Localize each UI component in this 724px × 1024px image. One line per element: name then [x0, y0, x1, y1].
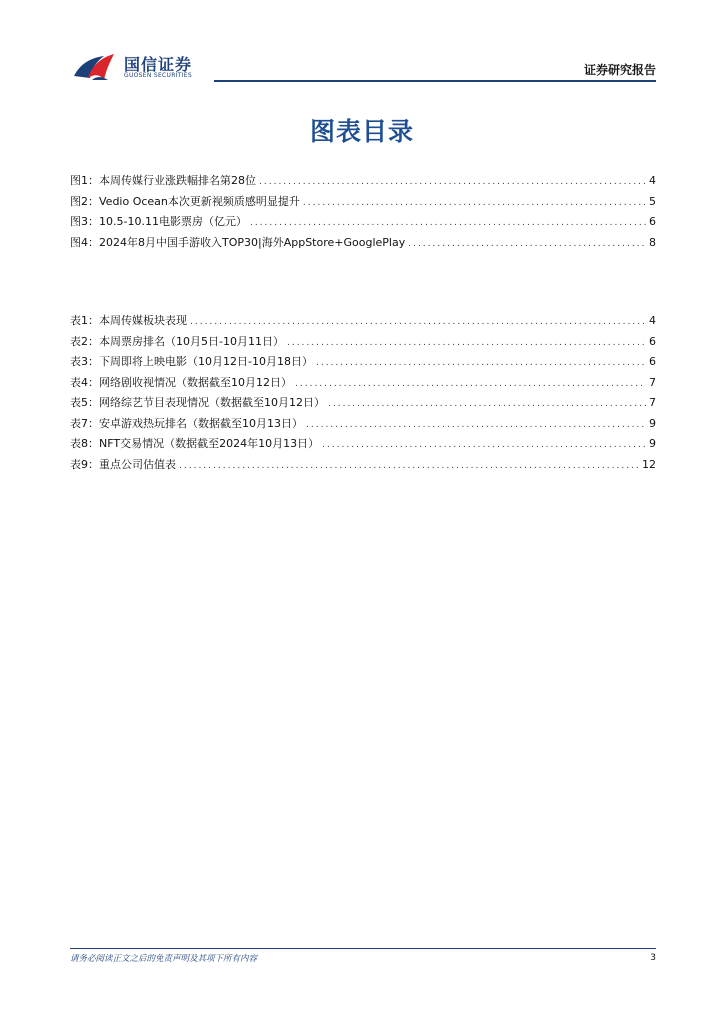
toc-entry-title: Vedio Ocean本次更新视频质感明显提升	[99, 194, 300, 208]
table-list	[70, 311, 656, 475]
toc-entry-title: 本周传媒板块表现	[99, 314, 187, 327]
toc-dot-leader	[322, 435, 646, 456]
toc-entry-label: 表3：	[70, 355, 99, 368]
toc-entry-page: 6	[649, 355, 656, 368]
toc-dot-leader	[328, 394, 646, 415]
toc-dot-leader	[303, 193, 646, 214]
toc-entry-page: 12	[642, 457, 656, 471]
page-number: 3	[650, 953, 656, 963]
page-header	[0, 0, 724, 90]
footer-divider	[70, 948, 656, 949]
toc-entry-table-2[interactable]	[70, 332, 656, 353]
toc-entry-label: 表9：	[70, 457, 99, 471]
toc-entry-title: 10.5-10.11电影票房（亿元）	[99, 215, 247, 228]
logo-english-name: GUOSEN SECURITIES	[124, 72, 193, 79]
toc-entry-label: 表7：	[70, 416, 99, 430]
toc-entry-page: 8	[649, 235, 656, 249]
toc-dot-leader	[295, 374, 646, 395]
toc-entry-table-7[interactable]	[70, 414, 656, 435]
toc-entry-figure-1[interactable]	[70, 171, 656, 192]
toc-dot-leader	[287, 333, 646, 354]
toc-entry-title: NFT交易情况（数据截至2024年10月13日）	[99, 437, 320, 450]
toc-entry-table-5[interactable]	[70, 393, 656, 414]
toc-entry-label: 图1：	[70, 174, 99, 187]
toc-dot-leader	[408, 234, 646, 255]
toc-entry-table-8[interactable]	[70, 434, 656, 455]
toc-entry-table-4[interactable]	[70, 373, 656, 394]
toc-entry-title: 下周即将上映电影（10月12日-10月18日）	[99, 355, 313, 368]
toc-entry-figure-2[interactable]	[70, 192, 656, 213]
report-type-label: 证券研究报告	[583, 63, 656, 77]
toc-entry-title: 2024年8月中国手游收入TOP30|海外AppStore+GooglePlay	[99, 235, 406, 249]
logo-chinese-name: 国信证券	[124, 55, 193, 74]
header-divider	[214, 80, 656, 82]
toc-entry-title: 网络剧收视情况（数据截至10月12日）	[99, 375, 292, 389]
figure-list	[70, 171, 656, 253]
toc-entry-page: 6	[649, 215, 656, 228]
toc-entry-title: 本周票房排名（10月5日-10月11日）	[99, 334, 284, 348]
toc-dot-leader	[306, 415, 646, 436]
toc-entry-page: 9	[649, 437, 656, 450]
guosen-logo	[70, 50, 210, 84]
toc-entry-title: 重点公司估值表	[99, 457, 176, 471]
toc-entry-page: 7	[649, 375, 656, 389]
toc-entry-title: 本周传媒行业涨跌幅排名第28位	[99, 174, 256, 187]
toc-entry-table-1[interactable]	[70, 311, 656, 332]
toc-entry-label: 表2：	[70, 334, 99, 348]
toc-entry-title: 安卓游戏热玩排名（数据截至10月13日）	[99, 416, 303, 430]
toc-entry-table-9[interactable]	[70, 455, 656, 476]
toc-entry-page: 6	[649, 334, 656, 348]
toc-entry-page: 4	[649, 314, 656, 327]
toc-entry-label: 图2：	[70, 194, 99, 208]
toc-entry-page: 9	[649, 416, 656, 430]
page-title: 图表目录	[309, 117, 414, 146]
toc-dot-leader	[316, 353, 646, 374]
toc-dot-leader	[250, 213, 646, 234]
toc-entry-label: 图4：	[70, 235, 99, 249]
toc-entry-label: 表1：	[70, 314, 99, 327]
toc-entry-figure-3[interactable]	[70, 212, 656, 233]
toc-entry-figure-4[interactable]	[70, 233, 656, 254]
footer-disclaimer: 请务必阅读正文之后的免责声明及其项下所有内容	[70, 954, 258, 964]
toc-entry-page: 4	[649, 174, 656, 187]
toc-entry-page: 7	[649, 396, 656, 409]
toc-dot-leader	[179, 456, 639, 477]
toc-entry-page: 5	[649, 194, 656, 208]
toc-entry-table-3[interactable]	[70, 352, 656, 373]
toc-entry-title: 网络综艺节目表现情况（数据截至10月12日）	[99, 396, 325, 409]
guosen-logo-mark-icon	[70, 50, 120, 84]
toc-entry-label: 表5：	[70, 396, 99, 409]
toc-dot-leader	[259, 172, 646, 193]
toc-entry-label: 表4：	[70, 375, 99, 389]
toc-dot-leader	[190, 312, 646, 333]
toc-entry-label: 表8：	[70, 437, 99, 450]
toc-entry-label: 图3：	[70, 215, 99, 228]
